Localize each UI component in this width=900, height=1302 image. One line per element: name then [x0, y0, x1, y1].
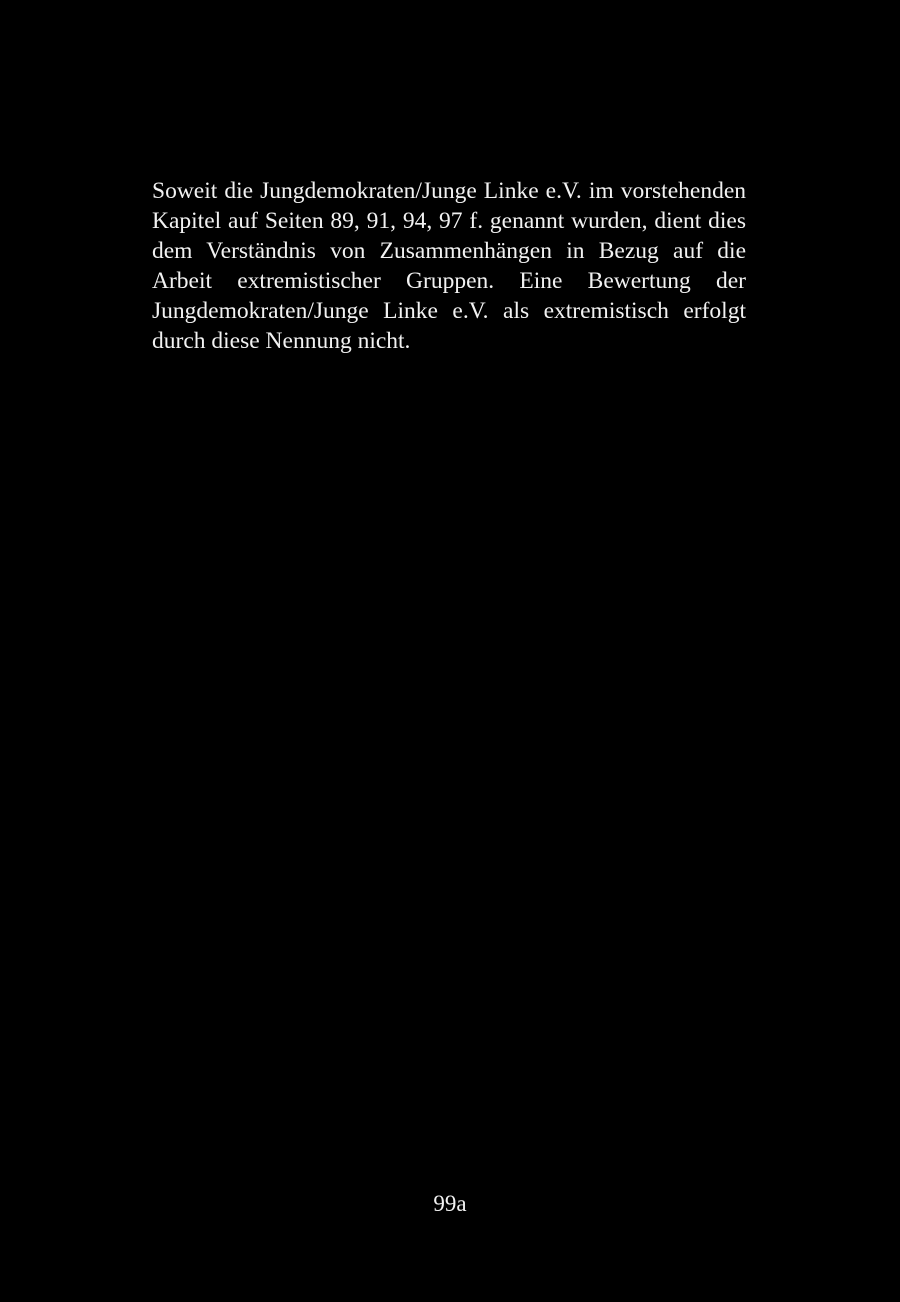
body-paragraph: Soweit die Jungdemokraten/Junge Linke e.V. im vorstehenden Kapitel auf Seiten 89, 91, 94, 97 f. genannt wurden, dient dies dem Verständnis von Zusammenhängen in Bezug auf die Arbeit extremistischer Gruppen. Eine Bewertung der Jungdemokraten/Junge Linke e.V. als extremistisch erfolgt durch diese Nennung nicht. [152, 177, 752, 354]
page-number: 99a [433, 1191, 467, 1216]
